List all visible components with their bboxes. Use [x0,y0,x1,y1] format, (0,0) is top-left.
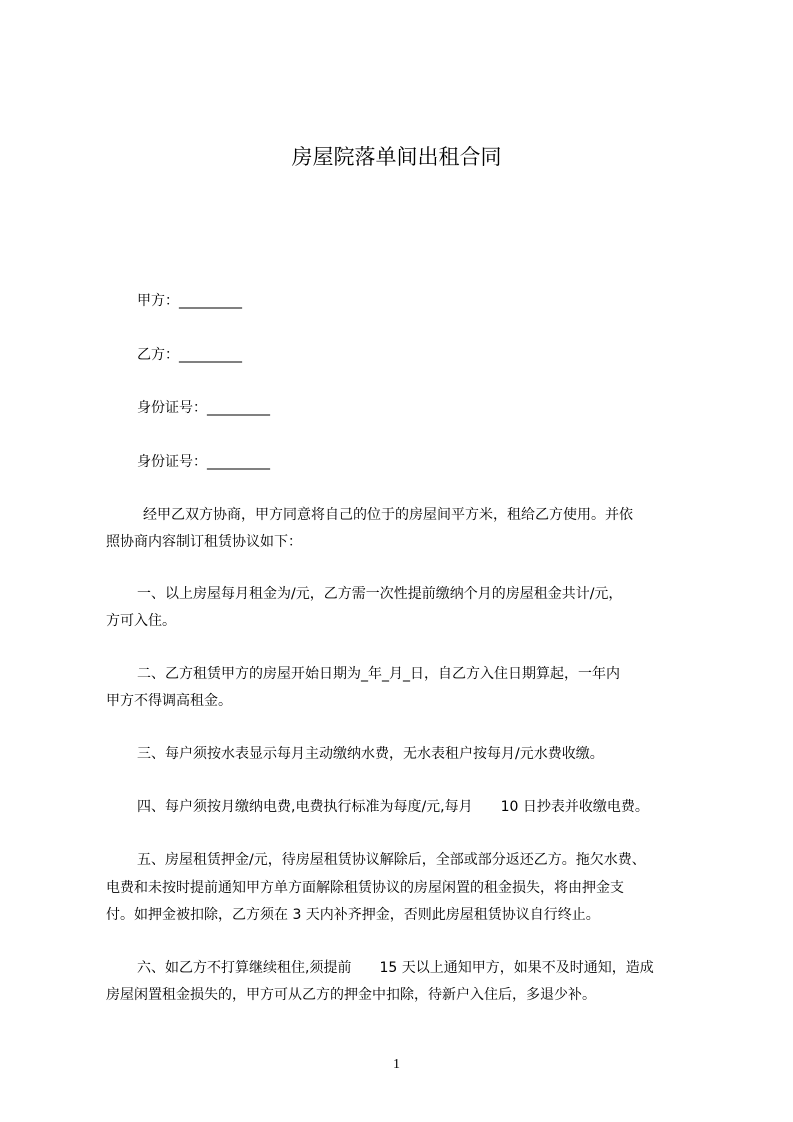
clause-5-line-2: 电费和未按时提前通知甲方单方面解除租赁协议的房屋闲置的租金损失，将由押金支 [106,880,624,896]
party-b-line: 乙方：_________ [137,347,242,363]
intro-line-2: 照协商内容制订租赁协议如下： [106,534,302,550]
clause-4-line-1: 四、每户须按月缴纳电费,电费执行标准为每度/元,每月 10 日抄表并收缴电费。 [137,799,649,815]
id-number-b-line: 身份证号：_________ [137,454,270,470]
clause-6-line-2: 房屋闲置租金损失的，甲方可从乙方的押金中扣除，待新户入住后，多退少补。 [106,987,596,1003]
clause-2-line-2: 甲方不得调高租金。 [106,693,232,709]
clause-5-line-3: 付。如押金被扣除，乙方须在 3 天内补齐押金，否则此房屋租赁协议自行终止。 [106,907,600,923]
party-a-line: 甲方：_________ [137,293,242,309]
intro-line-1: 经甲乙双方协商，甲方同意将自己的位于的房屋间平方米，租给乙方使用。并依 [143,507,633,523]
page-number: 1 [393,1057,400,1072]
clause-1-line-1: 一、以上房屋每月租金为/元，乙方需一次性提前缴纳个月的房屋租金共计/元， [137,586,623,602]
clause-6-line-1: 六、如乙方不打算继续租住,须提前 15 天以上通知甲方，如果不及时通知，造成 [137,960,654,976]
id-number-a-line: 身份证号：_________ [137,400,270,416]
document-title: 房屋院落单间出租合同 [291,145,502,169]
clause-1-line-2: 方可入住。 [106,613,176,629]
clause-3-line-1: 三、每户须按水表显示每月主动缴纳水费，无水表租户按每月/元水费收缴。 [137,746,604,762]
clause-5-line-1: 五、房屋租赁押金/元，待房屋租赁协议解除后，全部或部分返还乙方。拖欠水费、 [137,852,646,868]
clause-2-line-1: 二、乙方租赁甲方的房屋开始日期为_年_月_日，自乙方入住日期算起，一年内 [137,666,620,682]
